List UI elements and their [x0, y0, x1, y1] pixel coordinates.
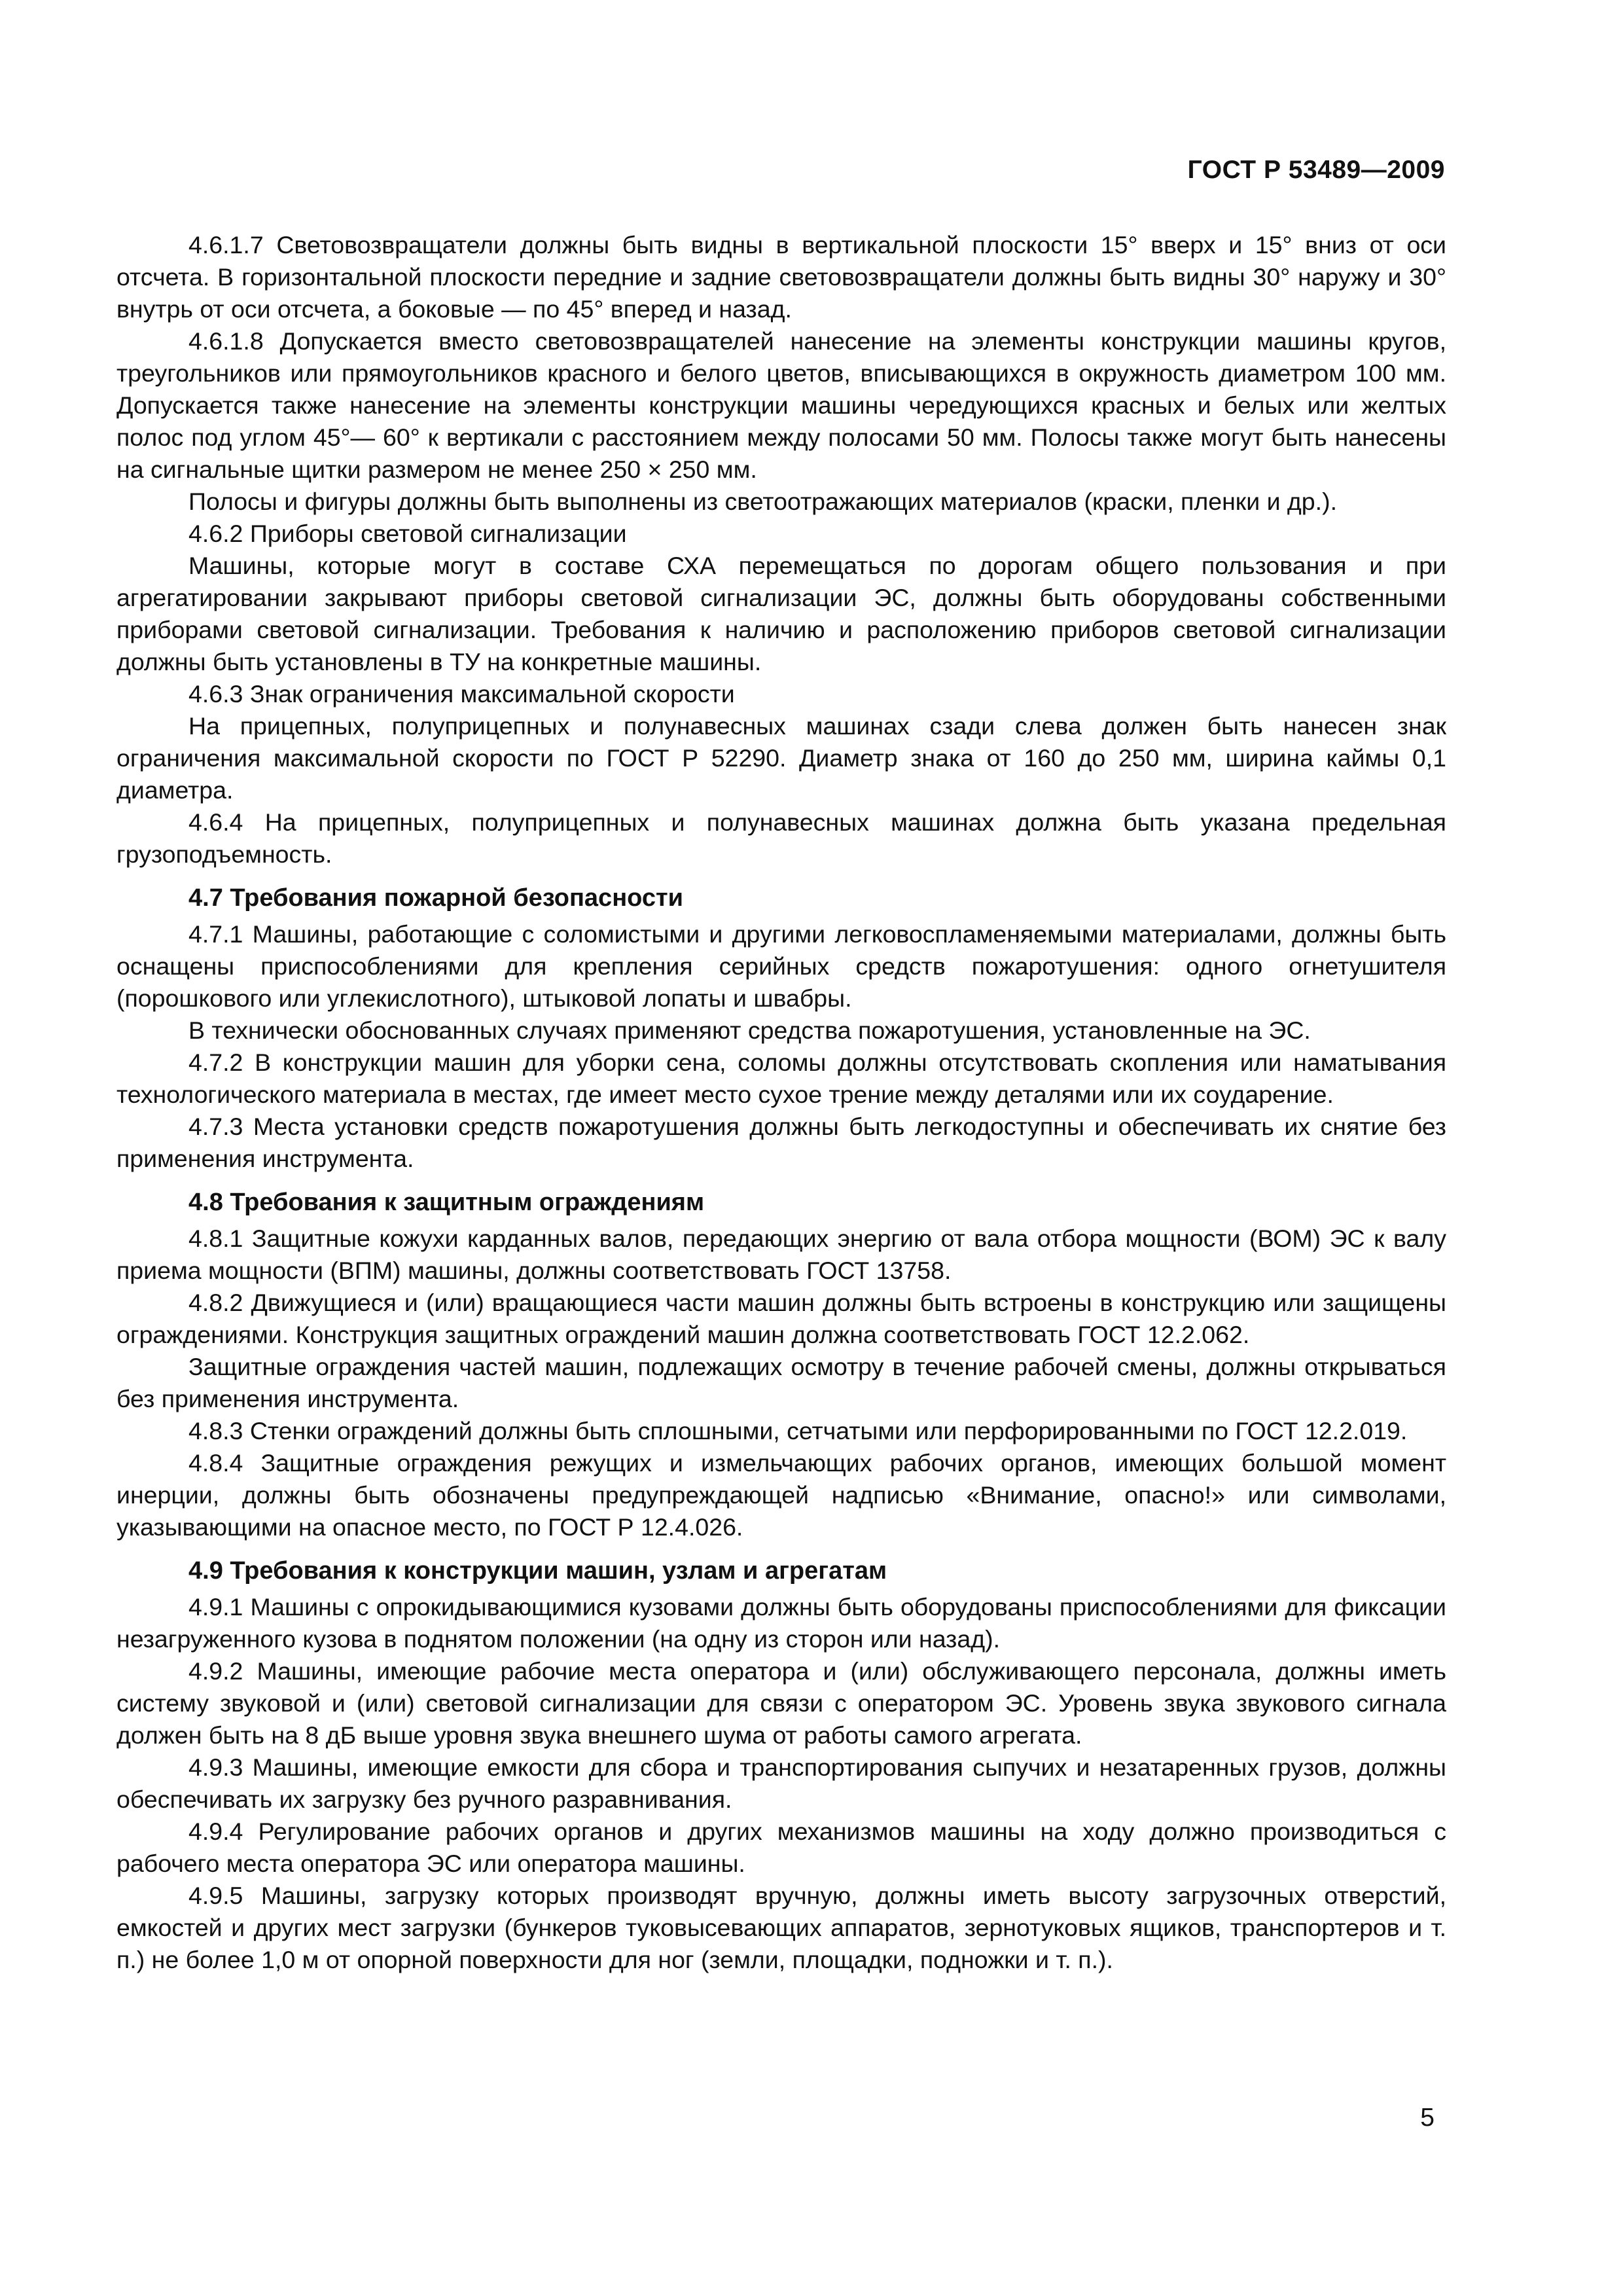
page-number: 5 — [1420, 2104, 1435, 2132]
paragraph-4-8-2: 4.8.2 Движущиеся и (или) вращающиеся части машин должны быть встроены в конструкцию или защищены ограждениями. Конструкция защитных ограждений машин должна соответствовать ГОСТ 12.2.062. — [116, 1289, 1446, 1348]
document-body — [116, 229, 1446, 1976]
section-heading-4-8: 4.8 Требования к защитным ограждениям — [188, 1189, 705, 1216]
paragraph-4-6-1-8: 4.6.1.8 Допускается вместо световозвращателей нанесение на элементы конструкции машины кругов, треугольников или прямоугольников красного и белого цветов, вписывающихся в окружность диаметром 100 мм. Допускается также нанесение на элементы конструкции машины чередующихся красных и белых или желтых полос под углом 45°— 60° к вертикали с расстоянием между полосами 50 мм. Полосы также могут быть нанесены на сигнальные щитки размером не менее 250 × 250 мм. — [116, 327, 1446, 483]
paragraph: В технически обоснованных случаях применяют средства пожаротушения, установленные на ЭС. — [188, 1016, 1311, 1044]
paragraph: Машины, которые могут в составе СХА перемещаться по дорогам общего пользования и при агрегатировании закрывают приборы световой сигнализации ЭС, должны быть оборудованы собственными приборами световой сигнализации. Требования к наличию и расположению приборов световой сигнализации должны быть установлены в ТУ на конкретные машины. — [116, 552, 1446, 675]
paragraph-4-9-4: 4.9.4 Регулирование рабочих органов и других механизмов машины на ходу должно производиться с рабочего места оператора ЭС или оператора машины. — [116, 1818, 1446, 1877]
paragraph-4-9-1: 4.9.1 Машины с опрокидывающимися кузовами должны быть оборудованы приспособлениями для фиксации незагруженного кузова в поднятом положении (на одну из сторон или назад). — [116, 1593, 1446, 1653]
document-header: ГОСТ Р 53489—2009 — [1187, 156, 1445, 184]
paragraph: На прицепных, полуприцепных и полунавесных машинах сзади слева должен быть нанесен знак ограничения максимальной скорости по ГОСТ Р 52290. Диаметр знака от 160 до 250 мм, ширина каймы 0,1 диаметра. — [116, 712, 1446, 804]
paragraph-4-8-1: 4.8.1 Защитные кожухи карданных валов, передающих энергию от вала отбора мощности (ВОМ) ЭС к валу приема мощности (ВПМ) машины, должны соответствовать ГОСТ 13758. — [116, 1225, 1446, 1284]
paragraph: Полосы и фигуры должны быть выполнены из светоотражающих материалов (краски, пленки и др.). — [188, 488, 1337, 515]
paragraph-4-9-3: 4.9.3 Машины, имеющие емкости для сбора и транспортирования сыпучих и незатаренных грузов, должны обеспечивать их загрузку без ручного разравнивания. — [116, 1753, 1446, 1813]
paragraph-4-7-3: 4.7.3 Места установки средств пожаротушения должны быть легкодоступны и обеспечивать их снятие без применения инструмента. — [116, 1113, 1446, 1172]
paragraph-4-7-1: 4.7.1 Машины, работающие с соломистыми и другими легковоспламеняемыми материалами, должны быть оснащены приспособлениями для крепления серийных средств пожаротушения: одного огнетушителя (порошкового или углекислотного), штыковой лопаты и швабры. — [116, 920, 1446, 1012]
paragraph-4-6-3: 4.6.3 Знак ограничения максимальной скорости — [188, 680, 735, 708]
paragraph-4-6-1-7: 4.6.1.7 Световозвращатели должны быть видны в вертикальной плоскости 15° вверх и 15° вниз от оси отсчета. В горизонтальной плоскости передние и задние световозвращатели должны быть видны 30° наружу и 30° внутрь от оси отсчета, а боковые — по 45° вперед и назад. — [116, 231, 1446, 323]
paragraph-4-6-4: 4.6.4 На прицепных, полуприцепных и полунавесных машинах должна быть указана предельная грузоподъемность. — [116, 808, 1446, 868]
paragraph-4-9-5: 4.9.5 Машины, загрузку которых производят вручную, должны иметь высоту загрузочных отверстий, емкостей и других мест загрузки (бункеров туковысевающих аппаратов, зернотуковых ящиков, транспортеров и т. п.) не более 1,0 м от опорной поверхности для ног (земли, площадки, подножки и т. п.). — [116, 1882, 1446, 1973]
paragraph-4-8-3: 4.8.3 Стенки ограждений должны быть сплошными, сетчатыми или перфорированными по ГОСТ 12.2.019. — [188, 1417, 1408, 1444]
paragraph-4-6-2: 4.6.2 Приборы световой сигнализации — [188, 520, 627, 547]
paragraph: Защитные ограждения частей машин, подлежащих осмотру в течение рабочей смены, должны открываться без применения инструмента. — [116, 1353, 1446, 1412]
paragraph-4-7-2: 4.7.2 В конструкции машин для уборки сена, соломы должны отсутствовать скопления или наматывания технологического материала в местах, где имеет место сухое трение между деталями или их соударение. — [116, 1049, 1446, 1108]
section-heading-4-9: 4.9 Требования к конструкции машин, узлам и агрегатам — [188, 1557, 887, 1585]
paragraph-4-8-4: 4.8.4 Защитные ограждения режущих и измельчающих рабочих органов, имеющих большой момент инерции, должны быть обозначены предупреждающей надписью «Внимание, опасно!» или символами, указывающими на опасное место, по ГОСТ Р 12.4.026. — [116, 1449, 1446, 1541]
paragraph-4-9-2: 4.9.2 Машины, имеющие рабочие места оператора и (или) обслуживающего персонала, должны иметь систему звуковой и (или) световой сигнализации для связи с оператором ЭС. Уровень звука звукового сигнала должен быть на 8 дБ выше уровня звука внешнего шума от работы самого агрегата. — [116, 1657, 1446, 1749]
section-heading-4-7: 4.7 Требования пожарной безопасности — [188, 884, 683, 912]
